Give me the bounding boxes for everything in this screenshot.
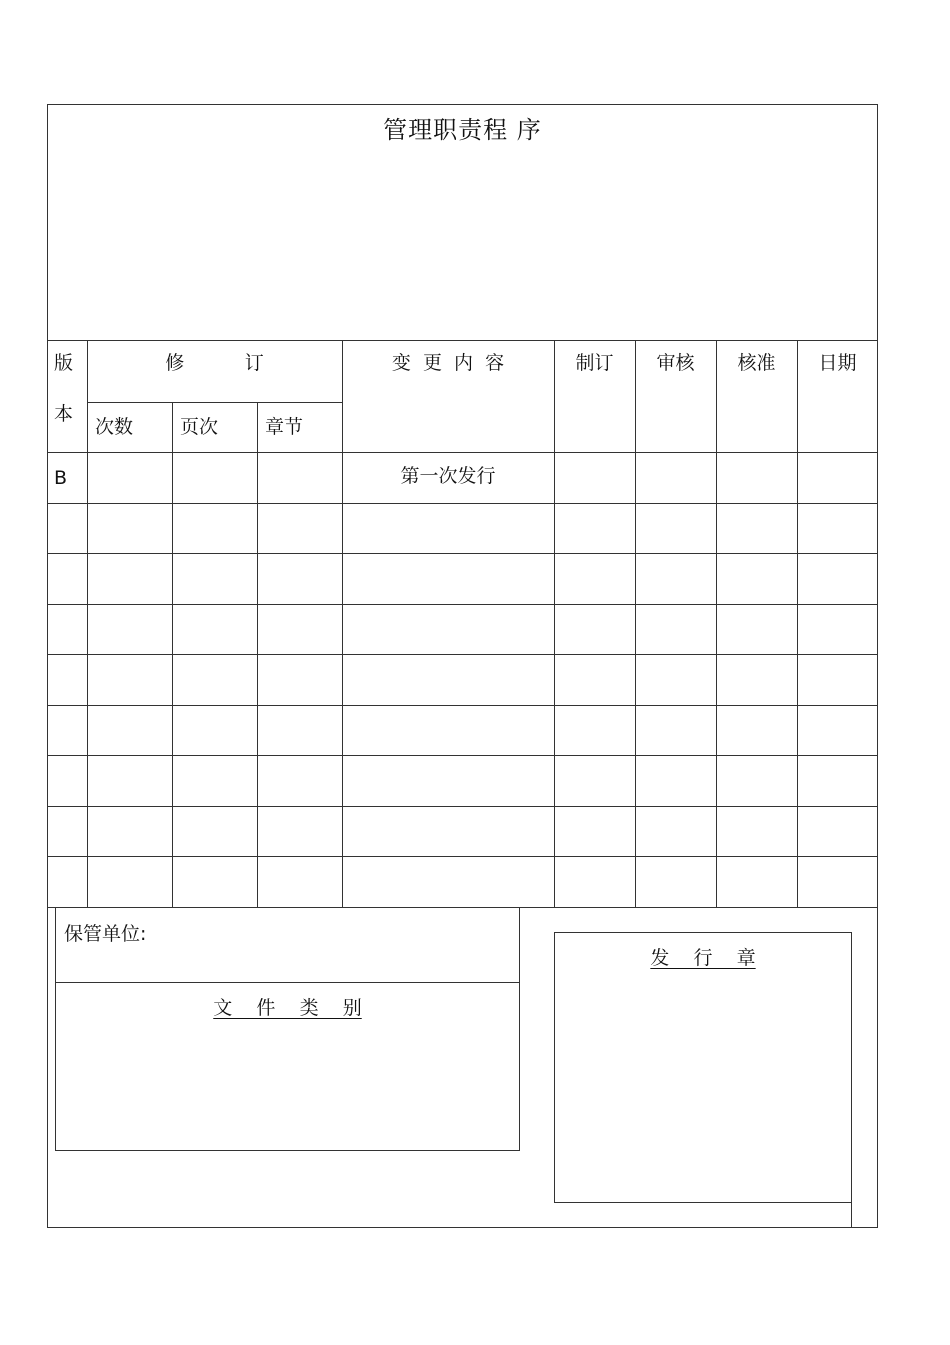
- col-rule: [257, 402, 258, 907]
- col-rule: [342, 340, 343, 907]
- header-top-rule: [47, 340, 878, 341]
- issue-stamp-box: [554, 932, 852, 1203]
- issue-stamp-label: 发 行 章: [650, 947, 756, 969]
- row-version: B: [54, 467, 68, 489]
- header-page: 页次: [180, 416, 219, 438]
- col-rule: [635, 340, 636, 907]
- header-change-content: 变 更 内 容: [391, 352, 505, 374]
- header-chapter: 章节: [265, 416, 304, 438]
- header-revision: 修 订: [165, 352, 264, 374]
- header-date: 日期: [818, 352, 857, 374]
- col-rule: [554, 340, 555, 907]
- col-rule: [797, 340, 798, 907]
- header-prepared: 制订: [575, 352, 614, 374]
- col-rule: [87, 340, 88, 907]
- header-approved: 核准: [737, 352, 776, 374]
- revision-sub-rule: [87, 402, 342, 403]
- col-rule: [172, 402, 173, 907]
- header-reviewed: 审核: [656, 352, 695, 374]
- document-title: 管理职责程 序: [383, 116, 542, 144]
- doc-category-label: 文 件 类 别: [213, 997, 362, 1019]
- header-version-top: 版: [54, 352, 74, 374]
- col-rule: [716, 340, 717, 907]
- custodian-label: 保管单位:: [64, 923, 147, 945]
- row-change: 第一次发行: [400, 465, 496, 487]
- header-version-bottom: 本: [54, 403, 74, 425]
- custodian-divider: [55, 982, 520, 983]
- stamp-tail-rule: [851, 1203, 852, 1228]
- header-count: 次数: [95, 416, 134, 438]
